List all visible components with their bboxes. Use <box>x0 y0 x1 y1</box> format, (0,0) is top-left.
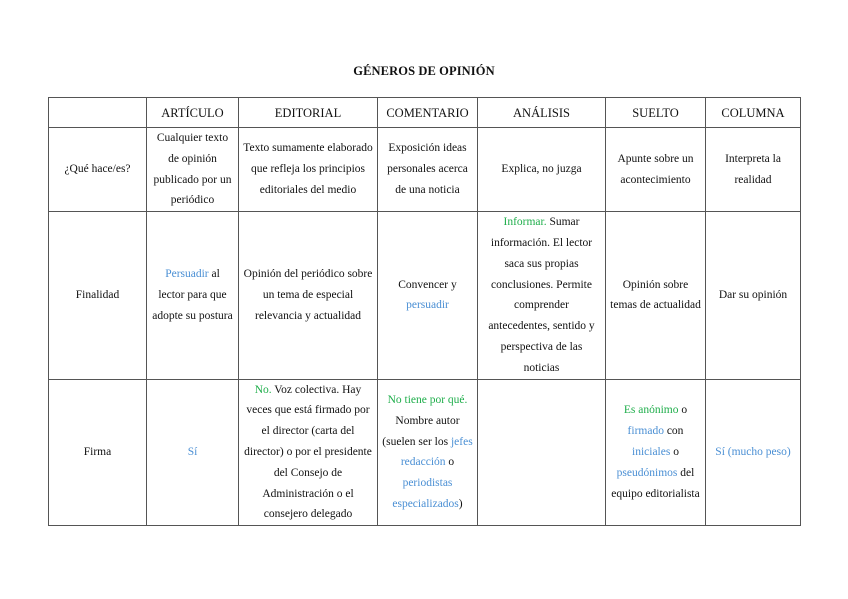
cell-firma-comentario <box>378 379 478 526</box>
cell-firma-columna: Sí (mucho peso) <box>706 379 801 526</box>
cell-finalidad-comentario <box>378 212 478 379</box>
header-columna: COLUMNA <box>706 98 801 128</box>
cell-finalidad-columna: Dar su opinión <box>706 212 801 379</box>
genres-table <box>48 97 801 526</box>
page-title: GÉNEROS DE OPINIÓN <box>353 64 495 78</box>
cell-text: ) <box>458 497 463 510</box>
header-comentario: COMENTARIO <box>378 98 478 128</box>
cell-text: Nombre autor (suelen ser los <box>382 414 460 448</box>
cell-text: Voz colectiva. Hay veces que está firmado por el director (carta del director) o por el presidente del Consejo de Administración o el consejero delegado <box>244 383 372 521</box>
cell-que-hace-comentario: Exposición ideas personales acerca de una noticia <box>378 128 478 212</box>
row-label-finalidad: Finalidad <box>49 212 147 379</box>
header-editorial: EDITORIAL <box>239 98 378 128</box>
periodistas-term: periodistas especializados <box>392 477 459 510</box>
row-label-firma: Firma <box>49 379 147 526</box>
header-suelto: SUELTO <box>606 98 706 128</box>
row-label-que-hace: ¿Qué hace/es? <box>49 128 147 212</box>
persuadir-term: Persuadir <box>165 268 209 281</box>
header-empty-cell <box>49 98 147 128</box>
cell-que-hace-articulo: Cualquier texto de opinión publicado por un periódico <box>147 128 239 212</box>
persuadir-term: persuadir <box>406 299 449 312</box>
anonimo-term: Es anónimo <box>623 404 679 417</box>
informar-term: Informar. <box>503 216 547 229</box>
cell-finalidad-suelto: Opinión sobre temas de actualidad <box>606 212 706 379</box>
cell-text: Sumar información. El lector saca sus propias conclusiones. Permite comprender antecedentes, sentido y perspectiva de las noticias <box>488 216 595 374</box>
no-term: No. <box>254 383 272 396</box>
firmado-term: firmado <box>627 425 664 438</box>
iniciales-term: iniciales <box>632 445 671 458</box>
jefes-term: jefes redacción <box>400 435 473 469</box>
cell-firma-suelto <box>606 379 706 526</box>
header-analisis: ANÁLISIS <box>478 98 606 128</box>
table-row-finalidad <box>49 212 801 379</box>
cell-finalidad-editorial: Opinión del periódico sobre un tema de especial relevancia y actualidad <box>239 212 378 379</box>
cell-que-hace-analisis: Explica, no juzga <box>478 128 606 212</box>
header-articulo: ARTÍCULO <box>147 98 239 128</box>
table-row-firma <box>49 379 801 526</box>
cell-text: al lector para que adopte su postura <box>152 268 233 322</box>
cell-firma-articulo: Sí <box>147 379 239 526</box>
cell-text: con <box>663 425 684 438</box>
cell-firma-analisis <box>478 379 606 526</box>
cell-que-hace-editorial: Texto sumamente elaborado que refleja los principios editoriales del medio <box>239 128 378 212</box>
cell-text: o <box>678 404 688 417</box>
cell-que-hace-columna: Interpreta la realidad <box>706 128 801 212</box>
no-tiene-term: No tiene por qué. <box>387 393 468 406</box>
cell-finalidad-articulo <box>147 212 239 379</box>
cell-text: o <box>670 445 679 458</box>
cell-finalidad-analisis <box>478 212 606 379</box>
cell-text: o <box>445 456 455 469</box>
cell-text: Convencer y <box>398 278 457 291</box>
table-row-que-hace <box>49 128 801 212</box>
cell-text: del equipo editorialista <box>611 466 700 500</box>
cell-firma-editorial <box>239 379 378 526</box>
header-row <box>49 98 801 128</box>
pseudonimos-term: pseudónimos <box>616 466 678 479</box>
cell-que-hace-suelto: Apunte sobre un acontecimiento <box>606 128 706 212</box>
